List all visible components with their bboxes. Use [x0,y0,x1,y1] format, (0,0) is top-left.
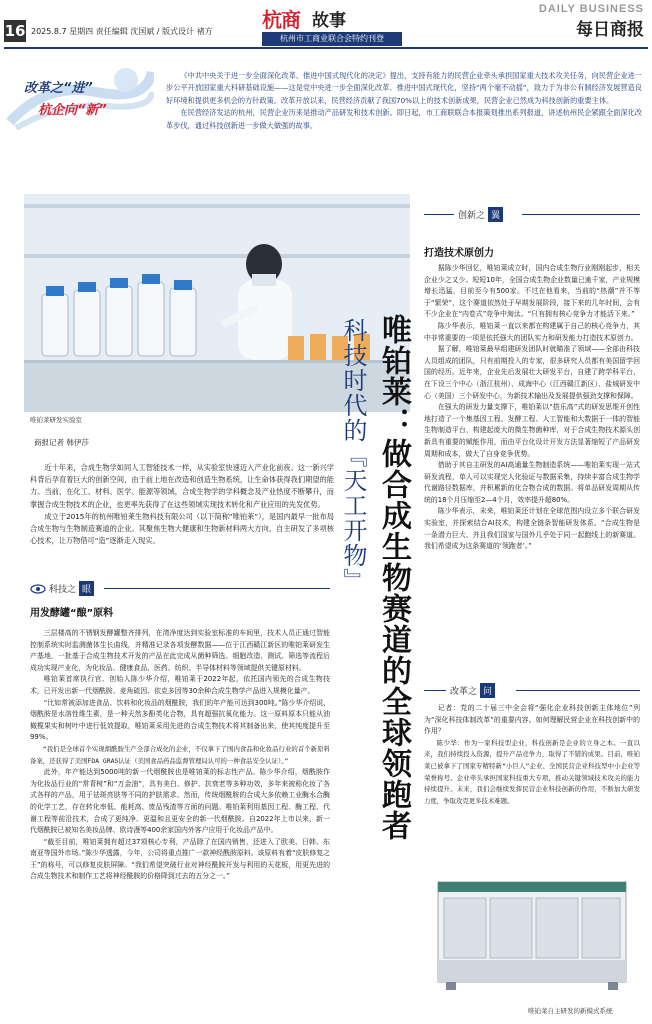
logo-english: DAILY BUSINESS [538,3,644,15]
lead-paragraph: 成立于2015年的杭州唯铂莱生物科技有限公司（以下简称“唯铂莱”），是国内最早一批布局合成生物与生物制造赛道的企业。其聚焦生物大健康和生物新材料两大方向，自主研发了多项核心技术，让万物借可“造”逐渐走入现实。 [30,511,334,546]
headline-kicker: 科技时代的『天工开物』 [339,318,367,593]
logo-chinese: 每日商报 [576,20,644,40]
article-paragraph: “比如常被添加进食品、饮料和化妆品的烟酰胺，我们的年产能可达到300吨。”陈少华介绍说，烟酰胺是水溶性维生素，是一种天然多酚类化合物，具有超强抗氧化能力。这一原料原本只能从油橄榄果实和树叶中进行低效提取，唯铂莱采用先进的合成生物技术将其制备出来，使其纯度提升至99%。 [30,698,330,742]
byline: 商报记者 韩伊莎 [34,438,89,447]
masthead-rule [4,47,648,49]
series-logo-line1: 改革之“进” [24,81,93,96]
intro-paragraphs [166,70,642,132]
article-paragraph: “截至目前，唯铂莱拥有超过37项核心专利，产品除了在国内销售，还进入了欧美、日韩、东南亚等国外市场。”陈少华透露，今年，公司将重点推广一款神经酰胺原料。该原料有着“皮肤修复之王”的称号，可以修复皮肤屏障。“我们希望突破行业对神经酰胺开发与利用的天花板，用更先进的合成生物技术和制作工艺将神经酰胺的价格降到过去的五分之一。” [30,837,330,881]
production-system-photo [424,868,642,998]
section-rule [104,588,330,589]
section-rule [516,690,640,691]
intro-paragraph: 在民营经济发达的杭州，民营企业历来是推动产品研发和技术创新。即日起，市工商联联合本报策划推出系列报道，讲述杭州民企紧跟全面深化改革步伐，通过科技创新进一步做大做强的故事。 [166,108,642,130]
article-paragraph: 三层楼高的不锈钢发酵罐整齐排列，在湾净度达到实验室标准的车间里，技术人员正通过智能控制系统实时监测菌体生长曲线，并精准记录各项发酵数据——位于江西赣江新区的唯铂莱研发生产基地，一批基于合成生物技术开发的产品在此完成从菌种筛选、细胞改造、测试、筛选等流程后成功实现产业化，为化妆品、健康食品、医药、纺织、半导体材料等领域提供关键原材料。 [30,629,330,672]
section-tag-innovation [458,206,503,222]
article-paragraph: 据了解，唯铂莱最早组建研发团队时就瞄准了领域——全部由科技人员组成的团队，只有前期投入的专家，很多研究人员都有美国留学回国的经历。近年来，企业先后发展壮大研发平台，自建了跨学科平台，在下设三个中心（浙江杭州）、成海中心（江西赣江新区）、盐城研发中心（美国）三个研发中心，为新技术输出及发展提供强劲支撑和保障。 [424,345,640,400]
section-subhead: 用发酵罐“酿”原料 [30,608,114,619]
section-tag-text: 科技之 [49,584,77,595]
lead-paragraph: 近十年来，合成生物学如同人工智能技术一样，从实验室快速迈入产业化前夜。这一新兴学科背后孕育着巨大的创新空间，由于前上地在改造和创造生物系统，让生命体获得我们期望的能力。当前，在化工、材料、医学、能源等领域，合成生物学的学科概念及产业热度不断攀升，而掌握合成生物技术的企业，也更率先获得了在这些领域实现技术转化和产业应用的先发优势。 [30,463,334,509]
series-logo-art [6,62,154,134]
qa-body [424,703,640,807]
left-article-body [30,628,330,883]
article-paragraph: “我们是全球首个实现烟酰胺生产全部合成化的企业，不仅拿下了国内食品和化妆品行业的首个新原料备案，还获得了美国FDA GRAS认证（美国食品药品监督管理局认可的一种食品安全认证）。” [30,744,330,765]
section-tag-text: 改革之 [450,686,478,697]
series-logo-line2: 杭企向“新” [38,103,107,118]
section-tag-reform-question [450,682,495,698]
section-rule [522,214,640,215]
dateline: 2025.8.7 星期四 责任编辑 沈国斌 / 版式设计 褚方 [31,27,213,36]
section-rule [424,214,454,215]
section-tag-box: 眼 [79,581,94,596]
section-tag-tech-eye [30,580,94,596]
article-paragraph: 陈少华表示，未来，唯铂莱还计划在全球范围内设立多个联合研发实验室，并探索结合AI技术，构建全链条智能研发体系。“合成生物是一条潜力巨大、并且我们国家与国外几乎处于同一起跑线上的新赛道。我们希望成为这条赛道的‘领跑者’。” [424,507,640,551]
qa-question: 记者：党的二十届三中全会将“强化企业科技创新主体地位”列为“深化科技体制改革”的重要内容。如何理解民营企业在科技创新中的作用？ [424,704,640,736]
right-article-body [424,263,640,553]
article-paragraph: 陈少华表示，唯铂莱一直以来都在构建属于自己的核心竞争力，其中非常重要的一项是依托强大的团队实力和研发能力打造技术原创力。 [424,321,640,342]
article-paragraph: 唯铂莱首席执行官、创始人陈少华介绍，唯铂莱于2022年起，依托国内领先的合成生物技术，已开发出新一代烟酰胺、麦角硫因、依克多因等30余种合成生物学产品进入规模化量产。 [30,675,330,695]
eye-icon [30,579,46,598]
section-tag-box: 问 [480,683,495,698]
section-tag-box: 翼 [488,207,503,222]
section-subhead: 打造技术原创力 [424,248,494,259]
article-paragraph: 在强大的研发力量支撑下，唯铂莱以“搭乐高”式的研发思维开创性地打造了一个集基因工程、发酵工程、人工智能和大数据于一体的智能生物制造平台，构建起庞大的微生物菌种库，对于合成生物技术源头创新具有重要的赋能作用，而由平台化设计开发方法显著缩短了产品研发周期和成本，做大了自身竞争优势。 [424,403,640,458]
article-paragraph: 此外，年产能达到5000吨的新一代烟酰胺也是唯铂莱的标志性产品。陈少华介绍，烟酰胺作为化妆品行业的“常青树”和“万金油”，具有美白、修护、抗衰老等多种功效，多年来被称化妆了各式各样的产品，用于祛斑亮肤等不同的护肤需求。然而，传统烟酰胺的合成大多依赖工业酶水合酶的化学工艺，存在转化率低、能耗高、废品残渣等方面的问题。唯铂莱利用基因工程、酶工程、代谢工程等前沿技术，合成了更纯净、更温和且更安全的新一代烟酰胺。自2022年上市以来，新一代烟酰胺已被知名美妆品牌、欧诗漫等400余家国内外客户应用于化妆品产品中。 [30,768,330,835]
section-rule [424,690,446,691]
qa-answer: 陈少华：作为一家科技型企业，科技创新是企业的立身之本。一直以来，我们持续投入资源，提升产品竞争力，取得了不错的成果。目前，唯铂莱已被拿下了国家专精特新“小巨人”企业、全国民营企业科技型中小企业等荣誉称号。企业牵头承担国家科技重大专项，推动关键领域技术攻关的能力持续提升。未来，我们会继续发挥民营企业科技创新的作用，不断加大研发力度，争取攻克更多技术难题。 [424,738,640,805]
page-number: 16 [4,22,26,40]
article-paragraph: 借助于其自主研发的AI高通量生物制造系统——唯铂莱实现一站式研发流程，单人可以实现完人化验证与数据采集，持续丰富合成生物学代谢路径数据库，并积累新的化合物合成的数据。将单品研发周期从传统的18个月压缩至2—4个月，效率提升超80%。 [424,461,640,504]
column-title: 故事 [312,11,346,31]
hero-caption: 唯铂莱研发实验室 [30,416,82,424]
headline-main: 唯铂莱：做合成生物赛道的全球领跑者 [376,314,411,841]
article-paragraph: 据陈少华回忆，唯铂莱成立时，国内合成生物行业刚刚起步，相关企业少之又少。短短10年，全国合成生物企业数量已逾千家，产业规模增长迅猛，目前至今有500家。不过在他看来，当前的“热潮”并不等于“繁荣”，这个赛道依然处于早期发展阶段，接下来的几年时间，会有不少企业在“内卷式”竞争中淘汰。“只有拥有核心竞争力才能活下来。” [424,264,640,319]
lead-paragraphs [30,462,334,547]
intro-paragraph: 《中共中央关于进一步全面深化改革、推进中国式现代化的决定》提出，支持有能力的民营企业牵头承担国家重大技术攻关任务，向民营企业进一步公平开放国家重大科研基础设施——这是党中央进一步全面深化改革、推进中国式现代化，坚持“两个毫不动摇”，致力于为非公有制经济发展营造良好环境和提供更多机会的方针政策。改革开放以来，民营经济贡献了我国70%以上的技术创新成果，民营企业已然成为科技创新的重要主体。 [166,71,642,105]
column-banner: 杭州市工商业联合会特约刊登 [262,32,402,46]
masthead [0,0,652,50]
section-tag-text: 创新之 [458,210,486,221]
machine-caption: 唯铂莱自主研发的新模式系统 [528,1007,613,1015]
column-brand: 杭商 [262,8,300,32]
